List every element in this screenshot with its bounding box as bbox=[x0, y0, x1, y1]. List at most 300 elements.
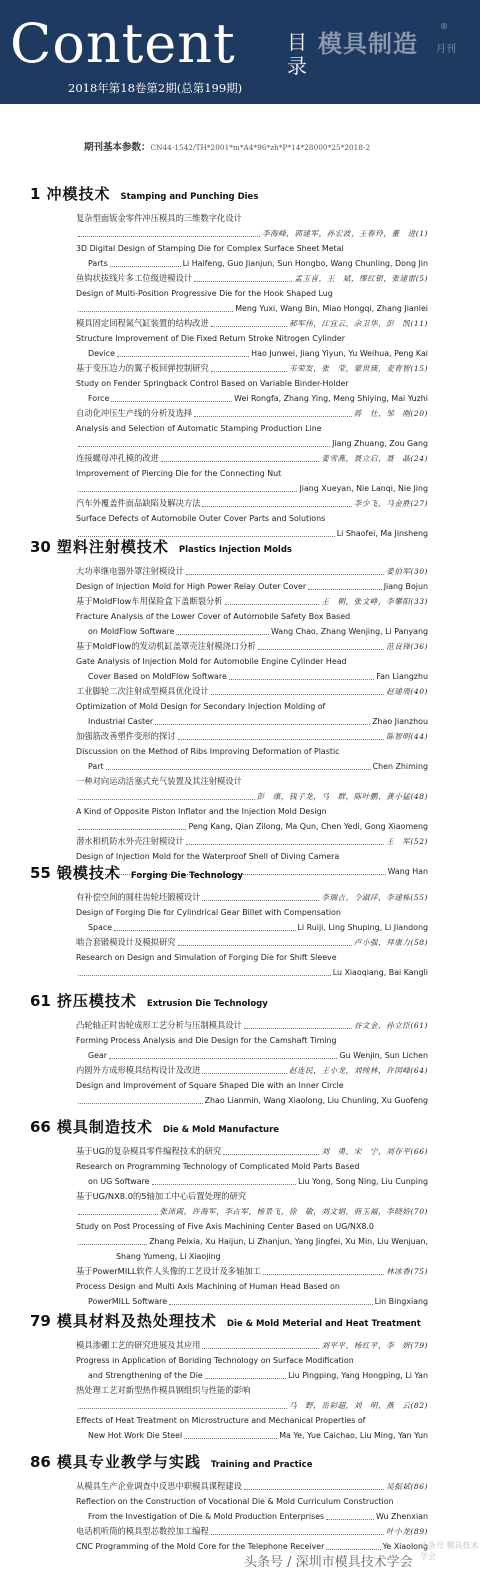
entry-text: Device bbox=[88, 349, 115, 358]
toc-entry[interactable] bbox=[76, 1338, 428, 1383]
entry-line bbox=[76, 950, 428, 965]
entry-line bbox=[76, 1398, 428, 1413]
entry-authors-page: 刘平平，杨红平，李 妍(79) bbox=[321, 1341, 428, 1350]
entry-line bbox=[76, 256, 428, 271]
entry-line bbox=[76, 481, 428, 496]
section-title-cn: 冲模技术 bbox=[46, 185, 111, 203]
entry-text: Discussion on the Method of Ribs Improving Deformation of Plastic bbox=[76, 747, 340, 756]
leader-dots bbox=[326, 1519, 374, 1520]
entry-line bbox=[76, 286, 428, 301]
leader-dots bbox=[117, 356, 249, 357]
section-title-cn: 模具材料及热处理技术 bbox=[56, 1312, 217, 1330]
entry-title-cn bbox=[76, 684, 428, 699]
entry-authors-page: 赵建周(40) bbox=[386, 687, 428, 696]
entry-text: 复杂型面钣金零件冲压模具的三维数字化设计 bbox=[76, 213, 242, 223]
entry-text: 电话机听筒的模具型芯数控加工编程 bbox=[76, 1526, 209, 1536]
toc-entry[interactable] bbox=[76, 774, 428, 834]
section-title-en: Die & Mold Manufacture bbox=[162, 1125, 280, 1135]
entry-authors: Lu Xiaoqiang, Bai Kangli bbox=[332, 968, 428, 977]
leader-dots bbox=[78, 491, 297, 492]
entry-line bbox=[76, 744, 428, 759]
entry-authors-page: 姜伯军(30) bbox=[386, 567, 428, 576]
entry-line bbox=[76, 391, 428, 406]
entry-title-cn bbox=[76, 594, 428, 609]
leader-dots bbox=[244, 1489, 384, 1490]
entry-text: Gate Analysis of Injection Mold for Automobile Engine Cylinder Head bbox=[76, 657, 347, 666]
entry-authors-page: 李瑞吉，令淑萍，李建栋(55) bbox=[321, 893, 428, 902]
entry-authors-page: 谷文金，孙立臣(61) bbox=[353, 1021, 428, 1030]
entry-line bbox=[76, 301, 428, 316]
entry-text: Design of Injection Mold for High Power Relay Outer Cover bbox=[76, 582, 307, 591]
toc-entry[interactable] bbox=[76, 639, 428, 684]
entry-authors-page: 王 朝，张文峥，李攀阳(33) bbox=[321, 597, 428, 606]
toc-entry[interactable] bbox=[76, 1063, 428, 1108]
entry-text: CNC Programming of the Mold Core for the Telephone Receiver bbox=[76, 1542, 325, 1551]
entry-authors: Li Shaofei, Ma Jinsheng bbox=[336, 529, 428, 538]
entry-authors-page: 林冰香(75) bbox=[386, 1267, 428, 1276]
entry-line bbox=[76, 1048, 428, 1063]
footer-source: 头条号 / 深圳市模具技术学会 bbox=[244, 1555, 413, 1570]
toc-entry[interactable] bbox=[76, 1264, 428, 1309]
entry-text: Effects of Heat Treatment on Microstructure and Mechanical Properties of bbox=[76, 1416, 366, 1425]
leader-dots bbox=[114, 930, 295, 931]
section-heading bbox=[30, 536, 292, 557]
leader-dots bbox=[202, 1348, 319, 1349]
entry-line bbox=[76, 920, 428, 935]
section-title-en: Forging Die Technology bbox=[130, 871, 243, 881]
entry-line bbox=[76, 1249, 428, 1264]
leader-dots bbox=[78, 1244, 147, 1245]
entry-line bbox=[76, 1509, 428, 1524]
leader-dots bbox=[184, 1438, 277, 1439]
entry-authors-page: 张沛霞，许海军，李占军，杨景飞，徐 敏，刘文娟，商玉福，李晓娇(70) bbox=[159, 1207, 428, 1216]
entry-authors-page: 叶小龙(89) bbox=[386, 1527, 428, 1536]
toc-entry[interactable] bbox=[76, 729, 428, 774]
entry-line bbox=[76, 1368, 428, 1383]
entry-authors-page: 卢小强，拜康力(58) bbox=[353, 938, 428, 947]
leader-dots bbox=[176, 634, 268, 635]
entry-text: 基于MoldFlow车用保险盒下盖断裂分析 bbox=[76, 596, 223, 606]
entry-text: 凸轮轴正时齿轮成形工艺分析与压制模具设计 bbox=[76, 1020, 242, 1030]
section-number: 30 bbox=[30, 538, 51, 556]
footer-watermark: 头条号 模具技术学会 bbox=[420, 1541, 479, 1561]
entry-line bbox=[76, 241, 428, 256]
entry-authors-page: 姜雪燕，聂立启，聂 晶(24) bbox=[321, 454, 428, 463]
entry-line bbox=[76, 1174, 428, 1189]
entry-authors-page: 马 野，岳彩超，刘 明，燕 云(82) bbox=[289, 1401, 428, 1410]
section-number: 1 bbox=[30, 185, 41, 203]
entry-text: A Kind of Opposite Piston Inflator and the Injection Mold Design bbox=[76, 807, 327, 816]
leader-dots bbox=[258, 649, 384, 650]
section-heading bbox=[30, 1451, 312, 1472]
toc-entry[interactable] bbox=[76, 1479, 428, 1524]
entry-line bbox=[76, 1159, 428, 1174]
entry-line bbox=[76, 1234, 428, 1249]
entry-title-cn bbox=[76, 1383, 428, 1398]
entry-title-cn bbox=[76, 729, 428, 744]
leader-dots bbox=[78, 1408, 287, 1409]
entry-authors: Wei Rongfa, Zhang Ying, Meng Shiying, Mai Yuzhi bbox=[234, 394, 428, 403]
entry-title-cn bbox=[76, 271, 428, 286]
leader-dots bbox=[78, 1214, 158, 1215]
entry-text: 基于UG/NX8.0的5轴加工中心后置处理的研究 bbox=[76, 1191, 247, 1201]
toc-entry[interactable] bbox=[76, 316, 428, 361]
toc-entry[interactable] bbox=[76, 1189, 428, 1264]
entry-line bbox=[76, 1353, 428, 1368]
leader-dots bbox=[211, 371, 287, 372]
entry-text: 模具渗硼工艺的研究进展及其应用 bbox=[76, 1340, 201, 1350]
leader-dots bbox=[109, 1058, 337, 1059]
toc-entry[interactable] bbox=[76, 496, 428, 541]
leader-dots bbox=[223, 1154, 319, 1155]
content-title: Content bbox=[10, 12, 236, 75]
toc-entry[interactable] bbox=[76, 211, 428, 271]
entry-text: Improvement of Piercing Die for the Connecting Nut bbox=[76, 469, 282, 478]
entry-authors: Zhao Jianzhou bbox=[372, 717, 428, 726]
section-title-en: Plastics Injection Molds bbox=[178, 545, 292, 555]
entry-authors-page: 王 军(52) bbox=[386, 837, 428, 846]
leader-dots bbox=[263, 1274, 384, 1275]
entry-text: Parts bbox=[88, 259, 108, 268]
entry-authors-page: 孟玉喜，王 斌，缪红银，张建雷(5) bbox=[294, 274, 428, 283]
toc-entry[interactable] bbox=[76, 406, 428, 451]
issue-line: 2018年第18卷第2期(总第199期) bbox=[68, 81, 243, 95]
leader-dots bbox=[78, 975, 331, 976]
entry-text: Research on Design and Simulation of Forging Die for Shift Sleeve bbox=[76, 953, 337, 962]
entry-line bbox=[76, 1093, 428, 1108]
entry-authors: Jiang Bojun bbox=[383, 582, 428, 591]
leader-dots bbox=[178, 739, 385, 740]
entry-authors: Liu Pingping, Yang Hongping, Li Yan bbox=[288, 1371, 428, 1380]
entry-title-cn bbox=[76, 890, 428, 905]
entry-text: Part bbox=[88, 762, 104, 771]
entry-text: Study on Post Processing of Five Axis Machining Center Based on UG/NX8.0 bbox=[76, 1222, 374, 1231]
leader-dots bbox=[78, 446, 330, 447]
mulu-label: 目录 bbox=[287, 30, 307, 78]
entry-text: on MoldFlow Software bbox=[88, 627, 175, 636]
entry-text: From the Investigation of Die & Mold Production Enterprises bbox=[88, 1512, 325, 1521]
leader-dots bbox=[178, 945, 352, 946]
entry-line bbox=[76, 1428, 428, 1443]
leader-dots bbox=[111, 401, 232, 402]
section-heading bbox=[30, 183, 258, 204]
entry-authors-page: 陈智明(44) bbox=[386, 732, 428, 741]
params-label: 期刊基本参数： bbox=[84, 142, 151, 153]
toc-entry[interactable] bbox=[76, 1524, 428, 1554]
toc-entry[interactable] bbox=[76, 361, 428, 406]
entry-text: Cover Based on MoldFlow Software bbox=[88, 672, 227, 681]
entry-text: 基于变压边力的翼子板回弹控制研究 bbox=[76, 363, 209, 373]
leader-dots bbox=[326, 1549, 380, 1550]
entry-title-cn bbox=[76, 1524, 428, 1539]
entry-text: 3D Digital Design of Stamping Die for Complex Surface Sheet Metal bbox=[76, 244, 344, 253]
entry-line bbox=[76, 699, 428, 714]
entry-authors-page: 郝军伟，江宜云，余卫华，彭 凯(11) bbox=[289, 319, 428, 328]
entry-text: 潜水相机防水外壳注射模设计 bbox=[76, 836, 184, 846]
section-number: 86 bbox=[30, 1453, 51, 1471]
entry-authors-page: 李海峰，郭建军，孙宏波，王春玲，董 进(1) bbox=[261, 229, 428, 238]
entry-title-cn bbox=[76, 1018, 428, 1033]
entry-authors: Chen Zhiming bbox=[372, 762, 428, 771]
section-title-cn: 模具制造技术 bbox=[56, 1118, 153, 1136]
leader-dots bbox=[78, 829, 186, 830]
entry-text: Structure Improvement of Die Fixed Return Stroke Nitrogen Cylinder bbox=[76, 334, 345, 343]
entry-authors: Li Ruiji, Ling Shuping, Li Jiandong bbox=[297, 923, 428, 932]
entry-authors: Jiang Zhuang, Zou Gang bbox=[332, 439, 428, 448]
entry-text: Space bbox=[88, 923, 113, 932]
leader-dots bbox=[202, 506, 351, 507]
entry-title-cn bbox=[76, 935, 428, 950]
toc-entry[interactable] bbox=[76, 1383, 428, 1443]
entry-title-cn bbox=[76, 211, 428, 226]
entry-title-cn bbox=[76, 774, 428, 789]
journal-params bbox=[84, 139, 370, 153]
toc-entry[interactable] bbox=[76, 1018, 428, 1063]
section-title-en: Stamping and Punching Dies bbox=[120, 192, 259, 202]
entry-line bbox=[76, 1294, 428, 1309]
entry-text: Industrial Caster bbox=[88, 717, 154, 726]
entry-title-cn bbox=[76, 361, 428, 376]
entry-text: Reflection on the Construction of Vocational Die & Mold Curriculum Construction bbox=[76, 1497, 394, 1506]
entry-text: 加强筋改善塑件变形的探讨 bbox=[76, 731, 176, 741]
entry-line bbox=[76, 759, 428, 774]
entry-line bbox=[76, 1078, 428, 1093]
leader-dots bbox=[194, 281, 292, 282]
entry-text: on UG Software bbox=[88, 1177, 150, 1186]
leader-dots bbox=[225, 604, 320, 605]
entry-text: Surface Defects of Automobile Outer Cover Parts and Solutions bbox=[76, 514, 326, 523]
entry-line bbox=[76, 421, 428, 436]
entry-text: Optimization of Mold Design for Secondary Injection Molding of bbox=[76, 702, 326, 711]
entry-authors: Shang Yumeng, Li Xiaojing bbox=[116, 1252, 221, 1261]
toc-entry[interactable] bbox=[76, 684, 428, 729]
entry-authors: Gu Wenjin, Sun Lichen bbox=[339, 1051, 428, 1060]
section-title-cn: 塑料注射模技术 bbox=[56, 538, 169, 556]
entry-authors-page: 彭 康，钱子龙，马 群，陈叶鹏，龚小猛(48) bbox=[256, 792, 428, 801]
entry-title-cn bbox=[76, 639, 428, 654]
entry-authors-page: 吴振斌(86) bbox=[386, 1482, 428, 1491]
entry-title-cn bbox=[76, 1144, 428, 1159]
entry-line bbox=[76, 819, 428, 834]
toc-entry[interactable] bbox=[76, 1144, 428, 1189]
entry-text: New Hot Work Die Steel bbox=[88, 1431, 183, 1440]
entry-authors: Ma Ye, Yue Caichao, Liu Ming, Yan Yun bbox=[279, 1431, 428, 1440]
entry-authors: Ye Xiaolong bbox=[382, 1542, 428, 1551]
entry-title-cn bbox=[76, 1189, 428, 1204]
entry-authors: Wang Chao, Zhang Wenjing, Li Panyang bbox=[270, 627, 428, 636]
entry-line bbox=[76, 436, 428, 451]
entry-text: 基于UG的复杂模具零件编程技术的研究 bbox=[76, 1146, 222, 1156]
toc-entry[interactable] bbox=[76, 594, 428, 639]
entry-title-cn bbox=[76, 316, 428, 331]
section-heading bbox=[30, 1116, 279, 1137]
section-number: 61 bbox=[30, 992, 51, 1010]
toc-entry[interactable] bbox=[76, 564, 428, 594]
toc-entry[interactable] bbox=[76, 271, 428, 316]
entry-authors: Meng Yuxi, Wang Bin, Miao Hongqi, Zhang Jianlei bbox=[235, 304, 428, 313]
entry-line bbox=[76, 1413, 428, 1428]
leader-dots bbox=[205, 1378, 286, 1379]
entry-authors-page: 赵连民，王小龙，刘纯林，许国峰(64) bbox=[289, 1066, 428, 1075]
leader-dots bbox=[244, 1028, 352, 1029]
entry-text: Process Design and Multi Axis Machining of Human Head Based on bbox=[76, 1282, 340, 1291]
entry-text: 工业脚轮二次注射成型模具优化设计 bbox=[76, 686, 209, 696]
header-banner bbox=[0, 0, 480, 104]
entry-text: Fracture Analysis of the Lower Cover of Automobile Safety Box Based bbox=[76, 612, 351, 621]
leader-dots bbox=[155, 724, 370, 725]
entry-line bbox=[76, 789, 428, 804]
entry-text: Progress in Application of Boriding Technology on Surface Modification bbox=[76, 1356, 354, 1365]
entry-line bbox=[76, 376, 428, 391]
entry-authors: Wu Zhenxian bbox=[376, 1512, 428, 1521]
entry-authors: Hao Junwei, Jiang Yiyun, Yu Weihua, Peng Kai bbox=[251, 349, 428, 358]
entry-line bbox=[76, 804, 428, 819]
entry-text: 连接螺母冲孔模的改进 bbox=[76, 453, 159, 463]
leader-dots bbox=[186, 844, 384, 845]
entry-text: 一种对向运动活塞式充气装置及其注射模设计 bbox=[76, 776, 242, 786]
leader-dots bbox=[161, 461, 319, 462]
entry-authors: Lin Bingxiang bbox=[374, 1297, 428, 1306]
toc-entry[interactable] bbox=[76, 451, 428, 496]
entry-line bbox=[76, 331, 428, 346]
leader-dots bbox=[308, 589, 382, 590]
entry-text: Design of Injection Mold for the Waterproof Shell of Diving Camera bbox=[76, 852, 340, 861]
brand-logo: 模具制造 bbox=[318, 29, 418, 58]
entry-line bbox=[76, 346, 428, 361]
entry-title-cn bbox=[76, 451, 428, 466]
params-value: CN44-1542/TH*2001*m*A4*96*zh*P*14*28000*25*2018-2 bbox=[150, 143, 371, 152]
entry-line bbox=[76, 466, 428, 481]
section-number: 55 bbox=[30, 864, 51, 882]
entry-text: and Strengthening of the Die bbox=[88, 1371, 203, 1380]
leader-dots bbox=[229, 679, 374, 680]
entry-text: 基于PowerMILL软件人头像的工艺设计及多轴加工 bbox=[76, 1266, 261, 1276]
entry-text: Design of Multi-Position Progressive Die for the Hook Shaped Lug bbox=[76, 289, 333, 298]
entry-line bbox=[76, 1204, 428, 1219]
section-title-en: Training and Practice bbox=[210, 1460, 313, 1470]
leader-dots bbox=[169, 1304, 373, 1305]
entry-authors: Zhao Lianmin, Wang Xiaolong, Liu Chunling, Xu Guofeng bbox=[204, 1096, 428, 1105]
entry-authors: Fan Liangzhu bbox=[376, 672, 428, 681]
entry-line bbox=[76, 511, 428, 526]
section-heading bbox=[30, 990, 268, 1011]
section-heading bbox=[30, 862, 243, 883]
entry-text: Study on Fender Springback Control Based on Variable Binder-Holder bbox=[76, 379, 349, 388]
entry-text: 模具固定回程氮气缸装置的结构改进 bbox=[76, 318, 209, 328]
section-title-cn: 模具专业教学与实践 bbox=[56, 1453, 201, 1471]
entry-text: Force bbox=[88, 394, 110, 403]
toc-entry[interactable] bbox=[76, 890, 428, 935]
leader-dots bbox=[106, 769, 371, 770]
entry-line bbox=[76, 579, 428, 594]
entry-title-cn bbox=[76, 1063, 428, 1078]
leader-dots bbox=[211, 326, 287, 327]
section-number: 66 bbox=[30, 1118, 51, 1136]
entry-title-cn bbox=[76, 496, 428, 511]
entry-text: 内圆外方成形模具结构设计及改进 bbox=[76, 1065, 201, 1075]
entry-text: 大功率继电器外罩注射模设计 bbox=[76, 566, 184, 576]
entry-text: 热处理工艺对新型热作模具钢组织与性能的影响 bbox=[76, 1385, 251, 1395]
entry-text: Design of Forging Die for Cylindrical Gear Billet with Compensation bbox=[76, 908, 341, 917]
entry-title-cn bbox=[76, 564, 428, 579]
entry-title-cn bbox=[76, 406, 428, 421]
entry-line bbox=[76, 1279, 428, 1294]
leader-dots bbox=[194, 416, 352, 417]
entry-text: 基于MoldFlow的发动机缸盖罩壳注射模浇口分析 bbox=[76, 641, 256, 651]
entry-authors-page: 蒋 壮，邹 刚(20) bbox=[353, 409, 428, 418]
entry-text: Design and Improvement of Square Shaped Die with an Inner Circle bbox=[76, 1081, 344, 1090]
entry-text: Gear bbox=[88, 1051, 108, 1060]
entry-line bbox=[76, 609, 428, 624]
entry-line bbox=[76, 654, 428, 669]
leader-dots bbox=[78, 799, 255, 800]
entry-text: Analysis and Selection of Automatic Stamping Production Line bbox=[76, 424, 322, 433]
entry-line bbox=[76, 714, 428, 729]
entry-line bbox=[76, 905, 428, 920]
entry-text: 鱼钩状拔线片多工位级进模设计 bbox=[76, 273, 193, 283]
leader-dots bbox=[152, 1184, 296, 1185]
entry-authors: Li Haifeng, Guo Jianjun, Sun Hongbo, Wang Chunling, Dong Jin bbox=[182, 259, 428, 268]
entry-authors-page: 范良锋(36) bbox=[386, 642, 428, 651]
entry-line bbox=[76, 1219, 428, 1234]
entry-line bbox=[76, 624, 428, 639]
entry-line bbox=[76, 226, 428, 241]
entry-text: 自动化冲压生产线的分析及选择 bbox=[76, 408, 193, 418]
section-title-cn: 挤压模技术 bbox=[56, 992, 137, 1010]
entry-text: 有补偿空间的圆柱齿轮坯锻模设计 bbox=[76, 892, 201, 902]
leader-dots bbox=[211, 694, 384, 695]
entry-text: Research on Programming Technology of Complicated Mold Parts Based bbox=[76, 1162, 360, 1171]
leader-dots bbox=[211, 1534, 384, 1535]
entry-title-cn bbox=[76, 1479, 428, 1494]
brand-registered-mark: ® bbox=[440, 22, 448, 31]
entry-authors: Zhang Peixia, Xu Haijun, Li Zhanjun, Yang Jingfei, Xu Min, Liu Wenjuan, bbox=[149, 1237, 428, 1246]
toc-entry[interactable] bbox=[76, 935, 428, 980]
leader-dots bbox=[202, 900, 319, 901]
entry-line bbox=[76, 1494, 428, 1509]
entry-authors: Wang Han bbox=[387, 867, 428, 876]
entry-text: Forming Process Analysis and Die Design for the Camshaft Timing bbox=[76, 1036, 337, 1045]
entry-text: PowerMILL Software bbox=[88, 1297, 168, 1306]
section-title-en: Extrusion Die Technology bbox=[146, 999, 268, 1009]
entry-text: 从模具生产企业调查中反思中职模具课程建设 bbox=[76, 1481, 242, 1491]
entry-line bbox=[76, 965, 428, 980]
leader-dots bbox=[78, 311, 233, 312]
entry-authors: Jiang Xueyan, Nie Lanqi, Nie Jing bbox=[299, 484, 428, 493]
entry-title-cn bbox=[76, 1264, 428, 1279]
entry-authors: Liu Yong, Song Ning, Liu Cunping bbox=[297, 1177, 428, 1186]
section-title-en: Die & Mold Meterial and Heat Treatment bbox=[226, 1319, 421, 1329]
leader-dots bbox=[78, 1103, 203, 1104]
entry-text: 啮合套锻模设计及模拟研究 bbox=[76, 937, 176, 947]
entry-text: 汽车外覆盖件面品缺陷及解决方法 bbox=[76, 498, 201, 508]
entry-line bbox=[76, 1033, 428, 1048]
entry-authors-page: 韦荣发，张 莹，蒙世瑛，麦育智(15) bbox=[289, 364, 428, 373]
entry-authors: Peng Kang, Qian Zilong, Ma Qun, Chen Yedi, Gong Xiaomeng bbox=[188, 822, 428, 831]
section-number: 79 bbox=[30, 1312, 51, 1330]
section-heading bbox=[30, 1310, 421, 1331]
entry-title-cn bbox=[76, 1338, 428, 1353]
section-title-cn: 锻模技术 bbox=[56, 864, 121, 882]
leader-dots bbox=[110, 266, 181, 267]
leader-dots bbox=[78, 236, 260, 237]
monthly-label: 月刊 bbox=[436, 44, 456, 55]
entry-title-cn bbox=[76, 834, 428, 849]
entry-authors-page: 刘 勇，宋 宁，刘存平(66) bbox=[321, 1147, 428, 1156]
leader-dots bbox=[202, 1073, 287, 1074]
entry-line bbox=[76, 669, 428, 684]
leader-dots bbox=[186, 574, 384, 575]
